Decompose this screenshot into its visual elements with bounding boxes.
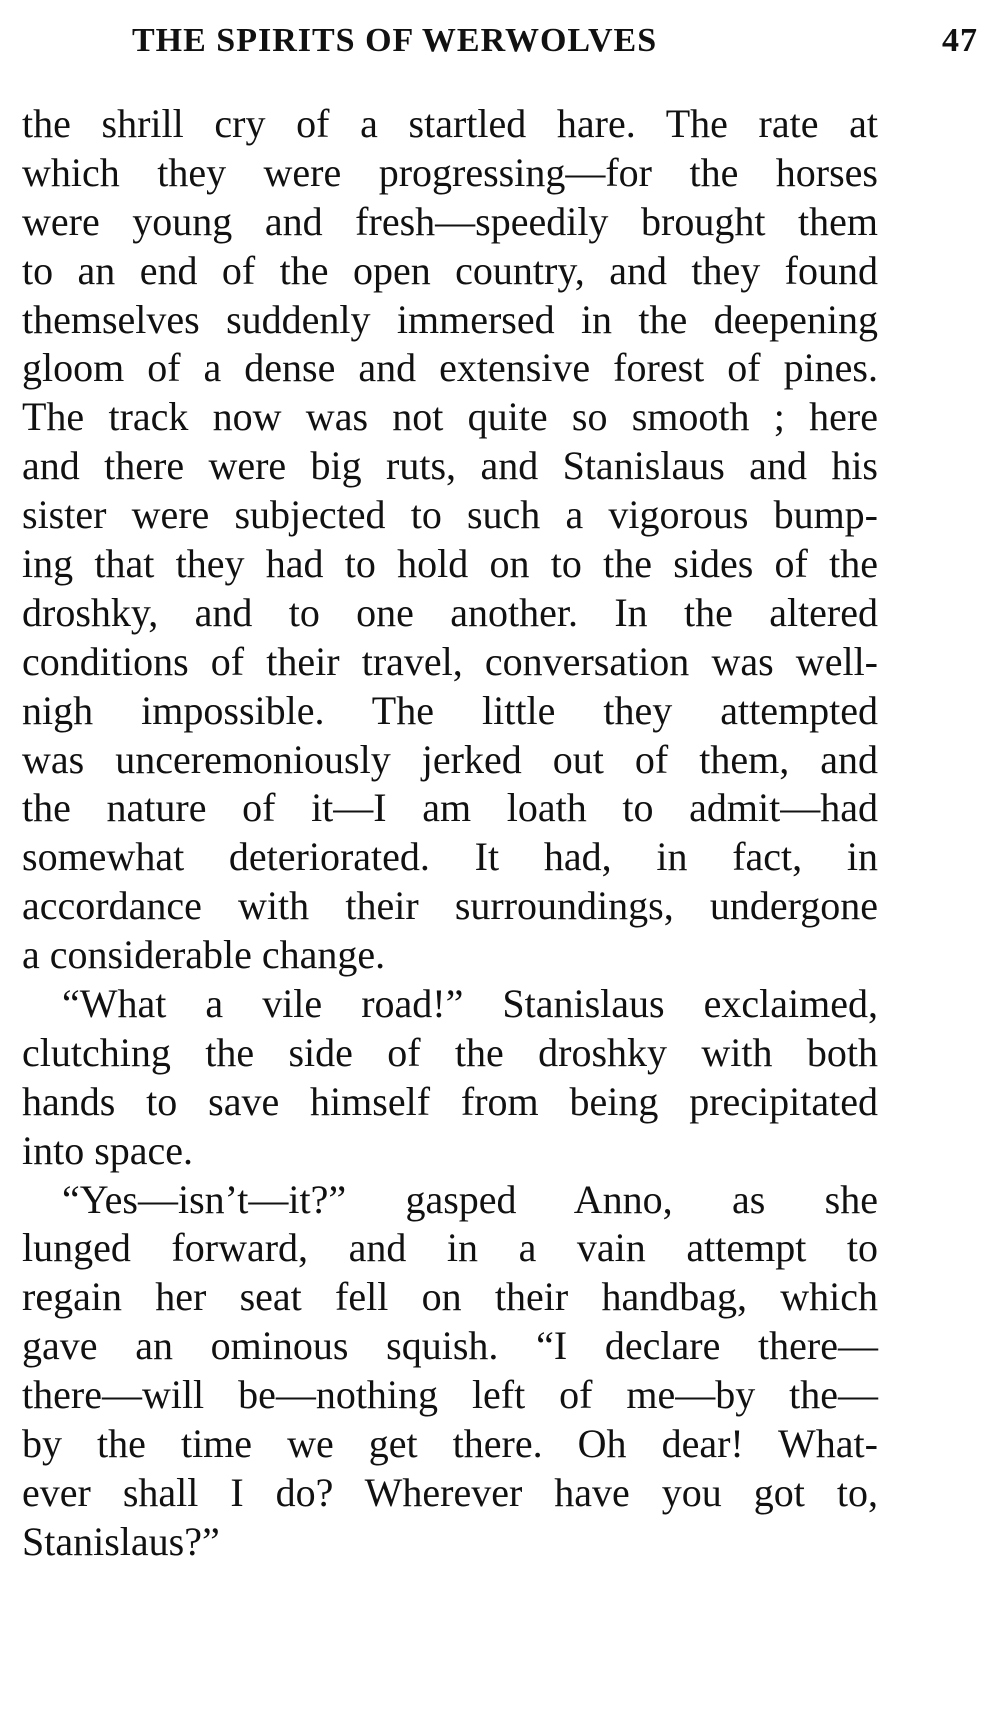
page-number: 47 — [942, 22, 978, 59]
body-text — [22, 100, 878, 1567]
text-line: nigh impossible. The little they attempted — [22, 687, 878, 733]
text-line: lunged forward, and in a vain attempt to — [22, 1225, 878, 1271]
text-line: “What a vile road!” Stanislaus exclaimed, — [62, 981, 878, 1027]
text-line: “Yes—isn’t—it?” gasped Anno, as she — [62, 1176, 878, 1222]
text-line: to an end of the open country, and they found — [22, 247, 878, 293]
text-line: there—will be—nothing left of me—by the— — [22, 1372, 878, 1418]
text-line: by the time we get there. Oh dear! What- — [22, 1421, 878, 1467]
text-line: Stanislaus?” — [22, 1518, 220, 1564]
text-line: droshky, and to one another. In the altered — [22, 589, 878, 635]
text-line: ever shall I do? Wherever have you got to, — [22, 1469, 878, 1515]
text-line: hands to save himself from being precipitated — [22, 1078, 878, 1124]
text-line: the nature of it—I am loath to admit—had — [22, 785, 878, 831]
text-line: were young and fresh—speedily brought them — [22, 198, 878, 244]
text-line: was unceremoniously jerked out of them, and — [22, 736, 878, 782]
text-line: ing that they had to hold on to the sides of the — [22, 541, 878, 587]
text-line: themselves suddenly immersed in the deepening — [22, 296, 878, 342]
text-line: gloom of a dense and extensive forest of pines. — [22, 345, 878, 391]
text-line: The track now was not quite so smooth ; here — [22, 394, 878, 440]
text-line: which they were progressing—for the horses — [22, 149, 878, 195]
text-line: and there were big ruts, and Stanislaus and his — [22, 443, 878, 489]
text-line: gave an ominous squish. “I declare there— — [22, 1323, 878, 1369]
text-line: the shrill cry of a startled hare. The rate at — [22, 101, 878, 146]
text-line: into space. — [22, 1127, 194, 1173]
running-title: THE SPIRITS OF WERWOLVES — [132, 22, 658, 59]
running-head — [22, 22, 978, 72]
text-line: somewhat deteriorated. It had, in fact, in — [22, 834, 878, 880]
text-line: clutching the side of the droshky with both — [22, 1029, 878, 1075]
text-line: a considerable change. — [22, 932, 386, 978]
text-line: regain her seat fell on their handbag, which — [22, 1274, 878, 1320]
text-line: conditions of their travel, conversation was well- — [22, 638, 878, 684]
text-line: sister were subjected to such a vigorous bump- — [22, 492, 878, 538]
text-line: accordance with their surroundings, undergone — [22, 883, 878, 929]
